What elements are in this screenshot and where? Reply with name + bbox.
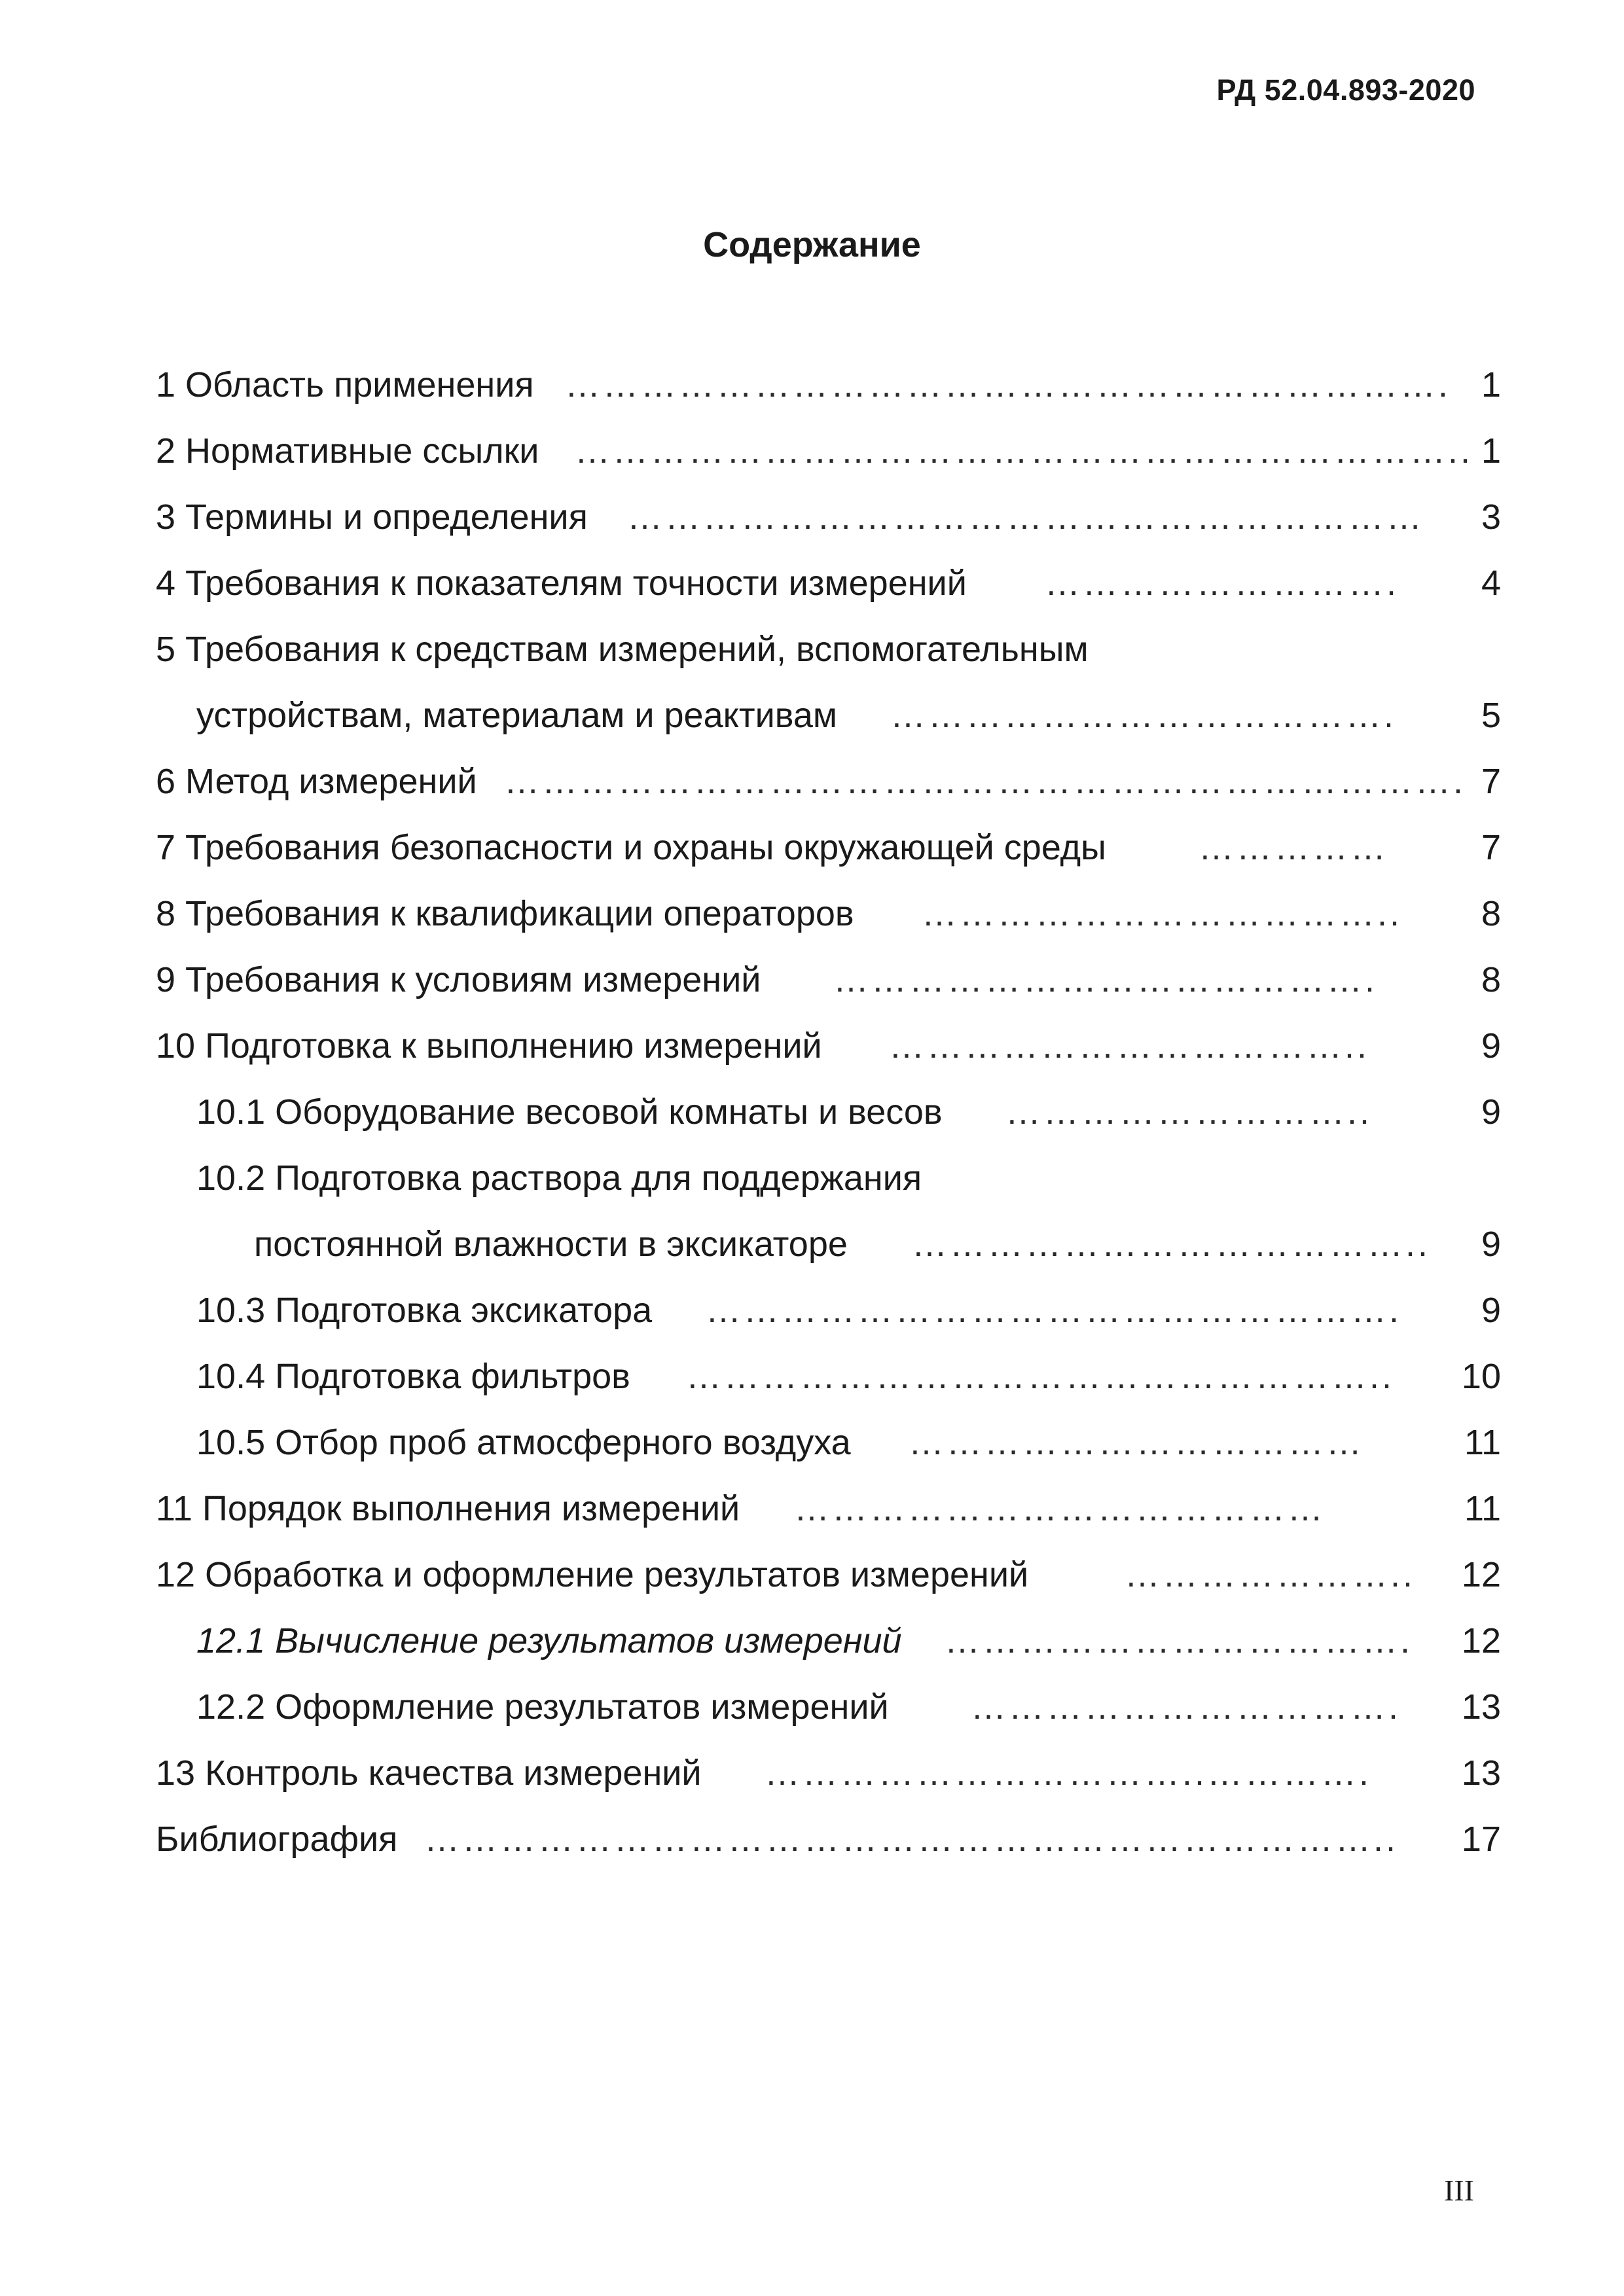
toc-entry-label: 1 Область применения: [156, 365, 534, 404]
toc-entry-label: 12 Обработка и оформление результатов измерений: [156, 1555, 1029, 1594]
toc-entry-page: 10: [1461, 1357, 1501, 1396]
toc-entry-label: 10 Подготовка к выполнению измерений: [156, 1026, 822, 1066]
toc-entry-page: 3: [1481, 497, 1501, 537]
document-code: РД 52.04.893-2020: [1216, 73, 1475, 107]
toc-entry-page: 9: [1481, 1092, 1501, 1132]
toc-entry-page: 5: [1481, 696, 1501, 735]
toc-entry-label: 10.3 Подготовка эксикатора: [196, 1291, 653, 1330]
toc-entry-page: 1: [1481, 431, 1501, 471]
toc-entry-label: 10.1 Оборудование весовой комнаты и весов: [196, 1092, 943, 1132]
toc-entry-page: 1: [1481, 365, 1501, 404]
toc-leader: …………………………………………………………….: [565, 365, 1451, 404]
toc-entry-label: 8 Требования к квалификации операторов: [156, 894, 854, 933]
toc-leader: ……………………………..………….: [765, 1753, 1372, 1793]
toc-leader: ……………………………………………….: [706, 1291, 1402, 1330]
page-number: III: [1444, 2174, 1474, 2207]
page-title: Содержание: [703, 225, 921, 264]
toc-leader: ………………………………………………………………….: [504, 762, 1466, 801]
toc-entry-page: 7: [1481, 762, 1501, 801]
toc-entry-label: 10.5 Отбор проб атмосферного воздуха: [196, 1423, 851, 1462]
toc-leader: …………………………………….: [833, 960, 1378, 999]
toc-entry-page: 12: [1461, 1621, 1501, 1660]
toc-entry-page: 17: [1461, 1820, 1501, 1859]
toc-leader: ………………………………..: [889, 1026, 1370, 1066]
toc-entry-label: 7 Требования безопасности и охраны окружающей среды: [156, 828, 1106, 867]
toc-leader: …………………………………………………………………..: [424, 1820, 1399, 1859]
toc-entry-label: 2 Нормативные ссылки: [156, 431, 539, 471]
toc-leader: ………………………………………………..: [686, 1357, 1395, 1396]
toc-leader: ……………………………………………………………..: [575, 431, 1473, 471]
toc-leader: …………………..: [1125, 1555, 1416, 1594]
toc-entry-label: 4 Требования к показателям точности измерений: [156, 564, 967, 603]
toc-leader: ………………………………………………………: [627, 497, 1424, 537]
toc-leader: ………………………………….: [890, 696, 1397, 735]
toc-entry-page: 13: [1461, 1753, 1501, 1793]
toc-entry-label-continued: устройствам, материалам и реактивам: [196, 696, 837, 735]
toc-entry-page: 9: [1481, 1026, 1501, 1066]
toc-entry-label: 6 Метод измерений: [156, 762, 477, 801]
toc-leader: ………………………………..: [922, 894, 1403, 933]
toc-leader: ………………………..: [1005, 1092, 1373, 1132]
toc-leader: ……………………….: [1045, 564, 1399, 603]
toc-entry-page: 9: [1481, 1291, 1501, 1330]
toc-entry-label: 5 Требования к средствам измерений, вспомогательным: [156, 630, 1089, 669]
toc-entry-page: 13: [1461, 1687, 1501, 1727]
toc-entry-label: 12.2 Оформление результатов измерений: [196, 1687, 889, 1727]
toc-entry-label: 10.2 Подготовка раствора для поддержания: [196, 1158, 922, 1198]
toc-leader: ……………: [1199, 828, 1388, 867]
toc-entry-page: 11: [1464, 1423, 1501, 1462]
toc-entry-label: 9 Требования к условиям измерений: [156, 960, 761, 999]
toc-leader: …………………………….: [971, 1687, 1401, 1727]
toc-entry-page: 7: [1481, 828, 1501, 867]
toc-leader: ……………………………….: [945, 1621, 1413, 1660]
toc-entry-page: 8: [1481, 894, 1501, 933]
toc-entry-label: 13 Контроль качества измерений: [156, 1753, 702, 1793]
toc-entry-page: 11: [1464, 1489, 1501, 1528]
toc-leader: …………………………………..: [912, 1225, 1431, 1264]
toc-entry-page: 9: [1481, 1225, 1501, 1264]
toc-leader: ………………………………: [909, 1423, 1364, 1462]
toc-leader: ……………………………………: [794, 1489, 1326, 1528]
toc-entry-label: 11 Порядок выполнения измерений: [156, 1489, 740, 1528]
toc-entry-page: 12: [1461, 1555, 1501, 1594]
toc-entry-page: 4: [1481, 564, 1501, 603]
toc-entry-label: 3 Термины и определения: [156, 497, 588, 537]
toc-entry-page: 8: [1481, 960, 1501, 999]
toc-entry-label: 10.4 Подготовка фильтров: [196, 1357, 630, 1396]
toc-entry-label: Библиография: [156, 1820, 398, 1859]
toc-entry-label-continued: постоянной влажности в эксикаторе: [254, 1225, 848, 1264]
toc-entry-label: 12.1 Вычисление результатов измерений: [196, 1621, 902, 1660]
